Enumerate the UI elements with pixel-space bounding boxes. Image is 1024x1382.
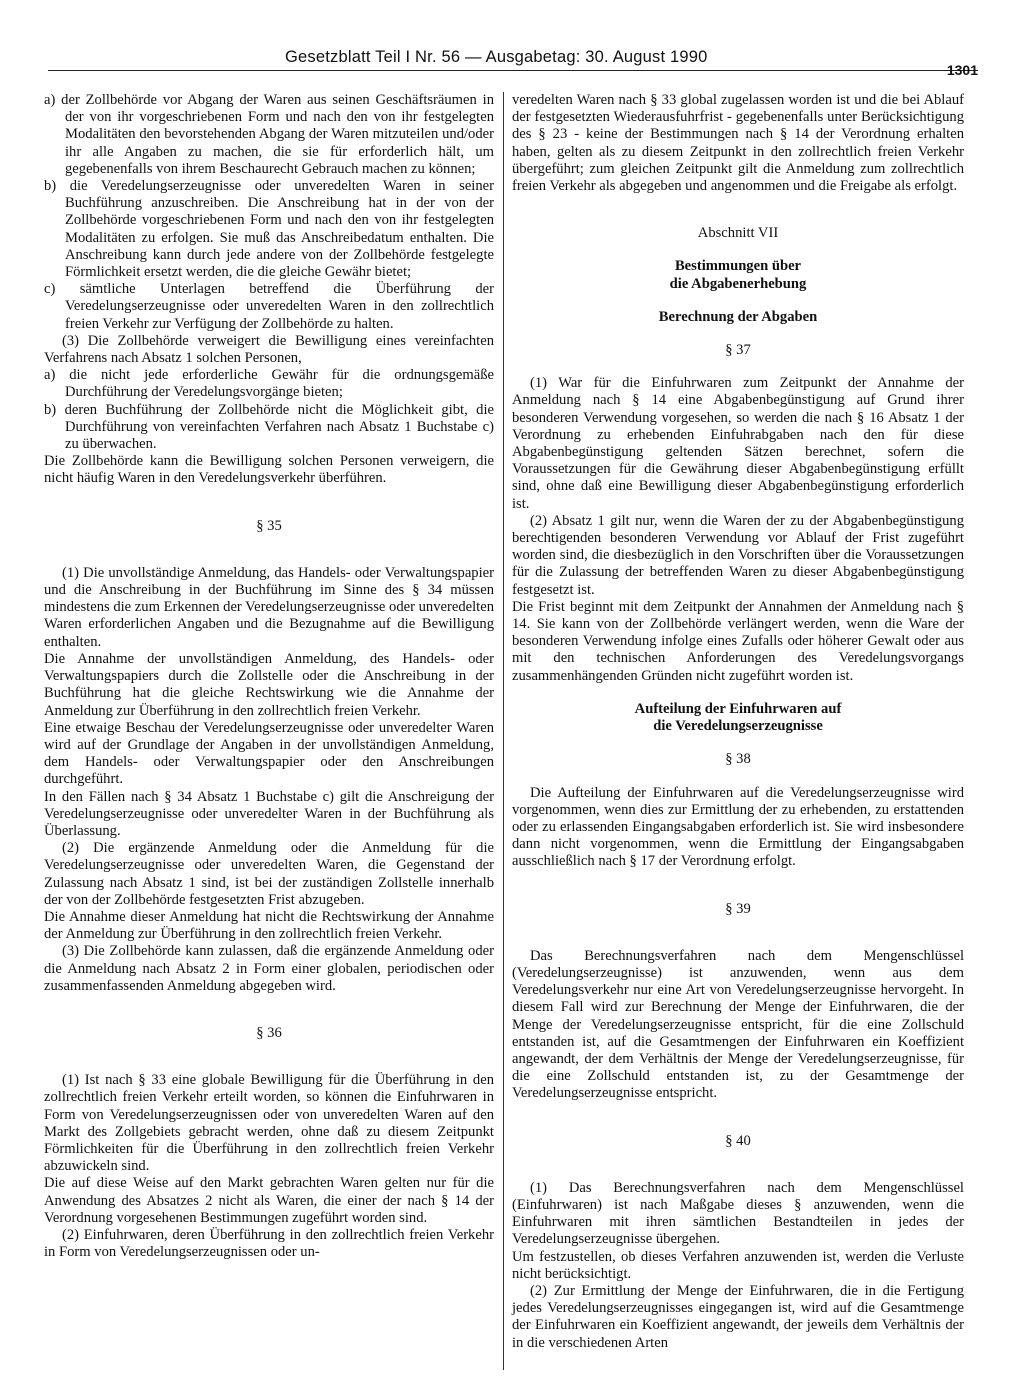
section-vii-heading: Abschnitt VII: [697, 225, 779, 242]
section-vii-title-line-1: Bestimmungen über: [674, 258, 802, 275]
s38-paragraph: Die Aufteilung der Einfuhrwaren auf die Veredelungserzeugnisse wird vorgenommen, wenn dies zur Ermittlung der zu erhebenden, zu erstattenden oder zu erlassenden Eingangsabgaben erforderlich ist. Sie wird insbesondere dann nicht vorgenommen, wenn die Ermittlung der Eingangsabgaben ausschließlich nach § 17 der Verordnung erfolgt.: [512, 784, 964, 870]
list-item-b: b) die Veredelungserzeugnisse oder unveredelten Waren in seiner Buchführung anzuschreiben. Die Anschreibung hat in der von der Zollbehörde vorgeschriebenen Form und nach den von ihr festgelegten Modalitäten zu erfolgen. Sie muß das Anschreibedatum enthalten. Die Anschreibung kann durch jede andere von der Zollbehörde festgelegte Förmlichkeit ersetzt werden, die die gleiche Gewähr bietet;: [44, 178, 494, 281]
s35-paragraph: In den Fällen nach § 34 Absatz 1 Buchstabe c) gilt die Anschreigung der Veredelungserzeugnisse oder unveredelter Waren in der Buchführung als Überlassung.: [44, 788, 494, 839]
right-column: [512, 92, 964, 1352]
s36-paragraph: (1) Ist nach § 33 eine globale Bewilligung für die Überführung in den zollrechtlich freien Verkehr erteilt worden, so können die Einfuhrwaren in Form von Veredelungserzeugnissen oder von unveredelten Waren auf den Markt des Zollgebiets gebracht werden, ohne daß zu diesem Zeitpunkt Förmlichkeiten für die Überführung in den zollrechtlich freien Verkehr abzuwickeln sind.: [44, 1072, 494, 1175]
section-38-heading: § 38: [725, 751, 751, 768]
s37-paragraph: (2) Absatz 1 gilt nur, wenn die Waren der zu der Abgabenbegünstigung berechtigenden besonderen Verwendung vor Ablauf der Frist zugeführt worden sind, die diesbezüglich in den Vorschriften über die Voraussetzungen für die Zulassung der betreffenden Waren zu dieser Abgabenbegünstigung festgesetzt ist.: [512, 512, 964, 598]
s35-paragraph: (3) Die Zollbehörde kann zulassen, daß die ergänzende Anmeldung oder die Anmeldung nach Absatz 2 in Form einer globalen, periodischen oder zusammenfassenden Anmeldung abgegeben wird.: [44, 943, 494, 994]
subheading-aufteilung-line-1: Aufteilung der Einfuhrwaren auf: [634, 700, 842, 717]
s40-paragraph: Um festzustellen, ob dieses Verfahren anzuwenden ist, werden die Verluste nicht berücksichtigt.: [512, 1248, 964, 1282]
s36-paragraph: (2) Einfuhrwaren, deren Überführung in den zollrechtlich freien Verkehr in Form von Veredelungserzeugnissen oder un-: [44, 1226, 494, 1261]
paragraph-3-item-b: b) deren Buchführung der Zollbehörde nicht die Möglichkeit gibt, die Durchführung von vereinfachten Verfahren nach Absatz 1 Buchstabe c) zu überwachen.: [44, 401, 494, 453]
paragraph-3: (3) Die Zollbehörde verweigert die Bewilligung eines vereinfachten Verfahrens nach Absatz 1 solchen Personen,: [44, 332, 494, 367]
subheading-aufteilung-line-2: die Veredelungserzeugnisse: [653, 718, 823, 735]
section-36-heading: § 36: [256, 1024, 282, 1041]
s40-paragraph: (2) Zur Ermittlung der Menge der Einfuhrwaren, die in die Fertigung jedes Veredelungserzeugnisses eingegangen ist, wird auf die Gesamtmenge der Einfuhrwaren ein Koeffizient angewandt, der jeweils dem Verhältnis der in die verschiedenen Arten: [512, 1282, 964, 1351]
page-number: 1301: [946, 62, 978, 78]
s39-paragraph: Das Berechnungsverfahren nach dem Mengenschlüssel (Veredelungserzeugnisse) ist anzuwenden, wenn aus dem Veredelungsverkehr nur eine Art von Veredelungserzeugnisse hervorgeht. In diesem Fall wird zur Berechnung der Menge der Einfuhrwaren, die der Menge der Veredelungserzeugnisse entspricht, für die eine Zollschuld entstanden ist, auf die Gesamtmengen der Einfuhrwaren ein Koeffizient angewandt, der dem Verhältnis der Menge der Veredelungserzeugnisse, für die eine Zollschuld entstanden ist, zu der Gesamtmenge der Veredelungserzeugnisse entspricht.: [512, 947, 964, 1102]
s36-paragraph: Die auf diese Weise auf den Markt gebrachten Waren gelten nur für die Anwendung des Absatzes 2 nicht als Waren, die einer der nach § 14 der Verordnung vorgesehenen Bestimmungen zugeführt worden sind.: [44, 1175, 494, 1226]
page-header: [48, 44, 978, 78]
s35-paragraph: Die Annahme der unvollständigen Anmeldung, des Handels- oder Verwaltungspapiers durch die Zollstelle oder die Anschreibung in der Buchführung hat die gleiche Rechtswirkung wie die Annahme der Anmeldung zur Überführung in den zollrechtlich freien Verkehr.: [44, 650, 494, 719]
s35-paragraph: (2) Die ergänzende Anmeldung oder die Anmeldung für die Veredelungserzeugnisse oder unveredelten Waren, die Gegenstand der Zulassung nach Absatz 1 sind, ist bei der zuständigen Zollstelle innerhalb der von der Zollbehörde festgesetzten Frist abzugeben.: [44, 840, 494, 908]
s35-paragraph: Die Annahme dieser Anmeldung hat nicht die Rechtswirkung der Annahme der Anmeldung zur Überführung in den zollrechtlich freien Verkehr.: [44, 908, 494, 943]
s35-paragraph: Eine etwaige Beschau der Veredelungserzeugnisse oder unveredelter Waren wird auf der Grundlage der Angaben in der unvollständigen Anmeldung, dem Handels- oder Verwaltungspapier oder den Anschreibungen durchgeführt.: [44, 719, 494, 788]
gazette-title: Gesetzblatt Teil I Nr. 56 — Ausgabetag: 30. August 1990: [285, 48, 708, 66]
continuation-paragraph: veredelten Waren nach § 33 global zugelassen worden ist und die bei Ablauf der festgesetzten Wiederausfuhrfrist - gegebenenfalls unter Berücksichtigung des § 23 - keine der Bestimmungen nach § 14 der Verordnung erhalten haben, gelten als zu diesem Zeitpunkt in den zollrechtlich freien Verkehr übergeführt; zum gleichen Zeitpunkt gilt die Anmeldung zum zollrechtlich freien Verkehr als abgegeben und angenommen und die Freigabe als erfolgt.: [512, 92, 964, 195]
column-divider: [503, 92, 504, 1370]
section-vii-title-line-2: die Abgabenerhebung: [669, 275, 807, 292]
s40-paragraph: (1) Das Berechnungsverfahren nach dem Mengenschlüssel (Einfuhrwaren) ist nach Maßgabe dieses § anzuwenden, wenn die Einfuhrwaren mit ihren sämtlichen Bestandteilen in jedes der Veredelungserzeugnisse übergehen.: [512, 1179, 964, 1248]
paragraph-3-end: Die Zollbehörde kann die Bewilligung solchen Personen verweigern, die nicht häufig Waren in den Veredelungsverkehr überführen.: [44, 453, 494, 487]
list-item-a: a) der Zollbehörde vor Abgang der Waren aus seinen Geschäftsräumen in der von ihr vorgeschriebenen Form und nach den von ihr festgelegten Modalitäten den bevorstehenden Abgang der Waren mitzuteilen und/oder ihr alle Angaben zu machen, die sie für erforderlich hält, um gegebenenfalls von ihrem Beschaurecht Gebrauch machen zu können;: [44, 92, 494, 177]
section-39-heading: § 39: [725, 900, 751, 917]
list-item-c: c) sämtliche Unterlagen betreffend die Überführung der Veredelungserzeugnisse oder unveredelten Waren in den zollrechtlich freien Verkehr zur Verfügung der Zollbehörde zu halten.: [44, 281, 494, 332]
section-35-heading: § 35: [256, 517, 282, 534]
left-column: [44, 92, 494, 1261]
s37-paragraph: Die Frist beginnt mit dem Zeitpunkt der Annahmen der Anmeldung nach § 14. Sie kann von der Zollbehörde verlängert werden, wenn die Ware der besonderen Verwendung infolge eines Zufalls oder höherer Gewalt oder aus mit den technischen Anforderungen des Veredelungsvorgangs zusammenhängenden Gründen nicht zugeführt worden ist.: [512, 598, 964, 684]
s37-paragraph: (1) War für die Einfuhrwaren zum Zeitpunkt der Annahme der Anmeldung nach § 14 eine Abgabenbegünstigung auf Grund ihrer besonderen Verwendung vorgesehen, so werden die nach § 16 Absatz 1 der Verordnung zu erhebenden Einfuhrabgaben nach den für diese Abgabenbegünstigung geltenden Sätzen berechnet, sofern die Voraussetzungen für die Gewährung dieser Abgabenbegünstigung erfüllt sind, ohne daß eine Bewilligung dieser Abgabenbegünstigung erforderlich ist.: [512, 375, 964, 512]
subheading-berechnung: Berechnung der Abgaben: [658, 308, 818, 325]
s35-paragraph: (1) Die unvollständige Anmeldung, das Handels- oder Verwaltungspapier und die Anschreibung in der Buchführung im Sinne des § 34 müssen mindestens die zum Erkennen der Veredelungserzeugnisse oder unveredelten Waren erforderlichen Angaben und die Bezugnahme auf die Bewilligung enthalten.: [44, 564, 494, 650]
paragraph-3-item-a: a) die nicht jede erforderliche Gewähr für die ordnungsgemäße Durchführung der Veredelungsvorgänge bieten;: [44, 367, 494, 401]
section-40-heading: § 40: [725, 1132, 751, 1149]
section-37-heading: § 37: [725, 342, 751, 359]
